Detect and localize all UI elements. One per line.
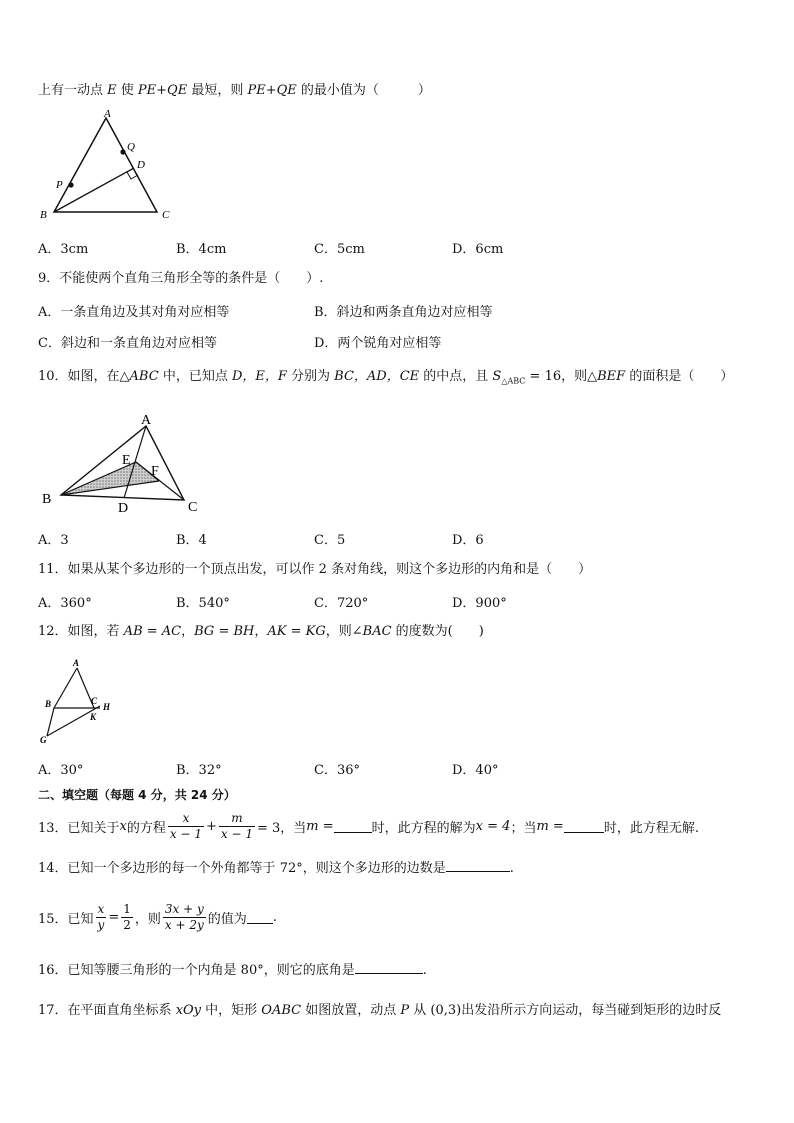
q10-label-d: D <box>118 501 129 516</box>
q10-area-subscript: △ABC <box>501 376 526 386</box>
q9-option-d[interactable]: D．两个锐角对应相等 <box>314 336 442 351</box>
q13-var: x <box>119 818 127 834</box>
q11-option-a[interactable]: A．360° <box>38 596 92 611</box>
q15-fraction-expr-num: 3x + y <box>164 901 204 916</box>
q10-label-f: F <box>151 464 159 479</box>
q8-label-p: P <box>56 179 63 191</box>
q16-blank[interactable] <box>355 960 423 974</box>
q13-solution: x = 4 <box>475 818 511 834</box>
q10-option-c[interactable]: C．5 <box>314 533 346 548</box>
q16-text: 16．已知等腰三角形的一个内角是 80°，则它的底角是 <box>38 963 355 978</box>
q10-label-a: A <box>141 413 152 428</box>
q13-stem <box>38 808 699 844</box>
q12-label-g: G <box>40 735 47 745</box>
q15-fraction-xy-num: x <box>97 901 105 916</box>
q12-label-h: H <box>103 702 111 712</box>
q8-label-q: Q <box>127 141 135 153</box>
q12-stem: 12．如图，若 AB = AC，BG = BH，AK = KG，则∠BAC 的度数为( ) <box>38 624 484 639</box>
q17-text: 17．在平面直角坐标系 <box>38 1003 176 1018</box>
q16-text: . <box>422 963 427 978</box>
q15-fraction-expr-den: x + 2y <box>164 917 204 932</box>
q13-blank-1[interactable] <box>334 819 372 833</box>
q8-option-d[interactable]: D．6cm <box>452 242 504 257</box>
q10-shaded-triangle-bef <box>61 462 159 495</box>
q8-label-a: A <box>104 108 111 120</box>
section-title-fill-in: 二、填空题（每题 4 分，共 24 分） <box>38 788 236 802</box>
q10-area-value: = 16 <box>525 369 562 384</box>
q13-plus: + <box>206 818 217 834</box>
q12-label-k: K <box>90 712 97 722</box>
q11-option-b[interactable]: B．540° <box>176 596 230 611</box>
q10-label-e: E <box>122 453 131 468</box>
q11-option-c[interactable]: C．720° <box>314 596 369 611</box>
q14-blank[interactable] <box>446 858 510 872</box>
q10-stem-text: 的中点，且 <box>419 369 493 384</box>
q13-text: = 3，当 <box>257 820 307 836</box>
q15-stem <box>38 898 277 936</box>
q13-fraction-1 <box>168 811 204 842</box>
q10-label-b: B <box>42 492 52 507</box>
q10-triangle-bef: BEF <box>597 369 626 384</box>
q12-stem-text: 的度数为( ) <box>391 624 484 639</box>
q10-stem-text: 10．如图，在△ <box>38 369 130 384</box>
q17-stem <box>38 1002 721 1020</box>
q13-text: 的方程 <box>126 820 166 836</box>
q10-stem-text: ，则△ <box>561 369 598 384</box>
q13-m: m = <box>306 818 334 834</box>
q8-point-q <box>120 149 125 154</box>
q13-m: m = <box>536 818 564 834</box>
q8-stem-text: 最短，则 <box>187 83 248 98</box>
q8-option-c[interactable]: C．5cm <box>314 242 365 257</box>
q15-fraction-half-num: 1 <box>123 901 131 916</box>
q13-fraction-2 <box>219 811 255 842</box>
q13-text: 时，此方程的解为 <box>371 820 476 836</box>
q13-fraction-2-den: x − 1 <box>220 826 253 841</box>
q17-text: 中，矩形 <box>201 1003 262 1018</box>
q12-segment-bg <box>47 708 54 736</box>
q12-label-a: A <box>73 658 80 668</box>
q12-option-a[interactable]: A．30° <box>38 763 84 778</box>
q8-option-b[interactable]: B．4cm <box>176 242 227 257</box>
q16-stem <box>38 960 427 980</box>
q10-option-a[interactable]: A．3 <box>38 533 69 548</box>
q12-label-c: C <box>91 696 98 706</box>
q12-angle-name: BAC <box>362 624 392 639</box>
q12-stem-text: 12．如图，若 <box>38 624 124 639</box>
q10-stem-text: 分别为 <box>286 369 335 384</box>
q10-stem-text: 的面积是（ ） <box>625 369 734 384</box>
q15-fraction-half <box>121 902 133 933</box>
q8-point-p <box>68 182 73 187</box>
q8-label-d: D <box>137 159 145 171</box>
q15-text: ，则 <box>134 911 161 927</box>
q12-condition-1: AB = AC <box>123 624 182 639</box>
q10-option-d[interactable]: D．6 <box>452 533 484 548</box>
q14-text: 14．已知一个多边形的每一个外角都等于 <box>38 861 280 876</box>
q10-area-symbol: S <box>492 369 502 384</box>
q10-segments: BC，AD，CE <box>334 369 420 384</box>
q12-option-c[interactable]: C．36° <box>314 763 360 778</box>
q8-stem-text: 上有一动点 <box>38 83 108 98</box>
q15-fraction-half-den: 2 <box>123 917 131 932</box>
q12-option-d[interactable]: D．40° <box>452 763 499 778</box>
q10-label-c: C <box>188 500 198 515</box>
q12-figure <box>36 656 126 748</box>
q15-text: = <box>108 909 120 925</box>
q13-fraction-1-num: x <box>168 811 204 827</box>
q8-option-a[interactable]: A．3cm <box>38 242 89 257</box>
q8-label-b: B <box>40 209 47 221</box>
q9-option-b[interactable]: B．斜边和两条直角边对应相等 <box>314 305 493 320</box>
q8-stem-text: 的最小值为（ ） <box>296 83 431 98</box>
q10-option-b[interactable]: B．4 <box>176 533 207 548</box>
q10-figure <box>36 408 211 518</box>
q8-expr: PE+QE <box>247 83 297 98</box>
q15-text: . <box>272 909 277 925</box>
q14-stem <box>38 858 514 878</box>
q10-triangle-name: ABC <box>129 369 159 384</box>
q13-blank-2[interactable] <box>564 819 604 833</box>
q14-text: . <box>509 861 514 876</box>
q8-stem <box>38 82 431 100</box>
q13-text: 时，此方程无解. <box>603 820 699 836</box>
q17-point-p: P <box>400 1003 410 1018</box>
q15-fraction-expr <box>163 902 206 933</box>
q9-option-a[interactable]: A．一条直角边及其对角对应相等 <box>38 305 230 320</box>
q17-text: 从 <box>409 1003 431 1018</box>
q15-fraction-xy <box>96 902 107 933</box>
q8-stem-text: 使 <box>116 83 138 98</box>
q9-stem: 9．不能使两个直角三角形全等的条件是（ ）. <box>38 271 324 286</box>
q11-stem: 11．如果从某个多边形的一个顶点出发，可以作 2 条对角线，则这个多边形的内角和是（ ） <box>38 562 592 577</box>
q8-label-c: C <box>162 209 170 221</box>
q13-fraction-2-num: m <box>219 811 255 827</box>
q14-text: ，则这个多边形的边数是 <box>302 861 446 876</box>
q17-start-point: (0,3) <box>430 1003 462 1018</box>
q12-condition-3: AK = KG <box>267 624 326 639</box>
q17-text: 如图放置，动点 <box>301 1003 401 1018</box>
q13-text: ；当 <box>510 820 537 836</box>
q8-figure <box>36 108 186 226</box>
q8-expr: PE+QE <box>137 83 188 98</box>
q12-stem-text: ，则∠ <box>325 624 363 639</box>
q15-blank[interactable] <box>247 910 273 924</box>
q8-point-e: E <box>107 83 117 98</box>
q11-option-d[interactable]: D．900° <box>452 596 507 611</box>
q15-fraction-xy-den: y <box>97 917 105 932</box>
q10-stem-text: 中，已知点 <box>158 369 232 384</box>
q10-stem <box>38 368 733 391</box>
q12-segment-ab <box>54 668 77 708</box>
q10-points: D，E，F <box>231 369 287 384</box>
q15-text: 的值为 <box>207 911 247 927</box>
q12-option-b[interactable]: B．32° <box>176 763 222 778</box>
q12-label-b: B <box>45 699 52 709</box>
q15-text: 15．已知 <box>38 911 94 927</box>
q17-coordinate-system: xOy <box>175 1003 202 1018</box>
q17-text: 出发沿所示方向运动，每当碰到矩形的边时反 <box>461 1003 722 1018</box>
q17-rectangle-name: OABC <box>261 1003 302 1018</box>
q14-angle: 72° <box>279 861 303 876</box>
q9-option-c[interactable]: C．斜边和一条直角边对应相等 <box>38 336 217 351</box>
q13-text: 13．已知关于 <box>38 820 120 836</box>
q12-condition-2: BG = BH <box>194 624 255 639</box>
q13-fraction-1-den: x − 1 <box>169 826 202 841</box>
